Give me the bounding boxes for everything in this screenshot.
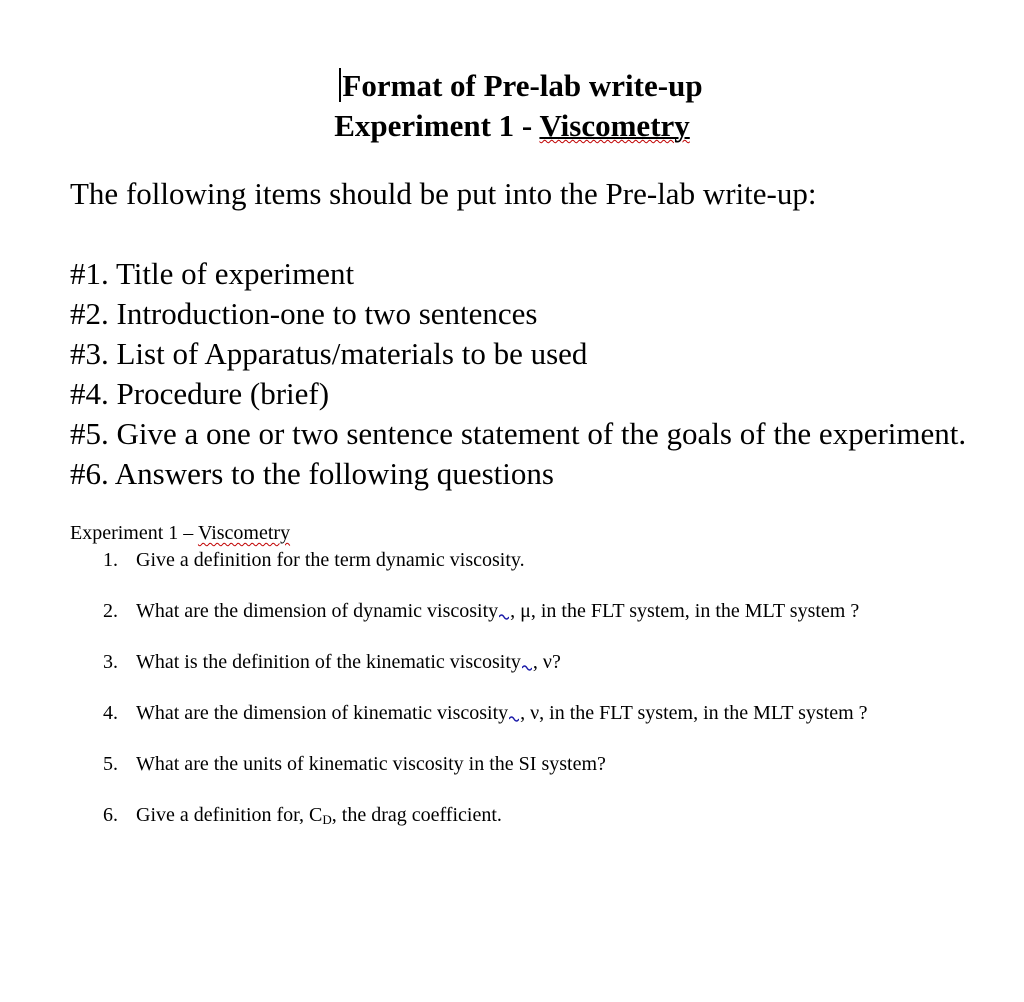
question-number: 4.: [103, 702, 118, 724]
question-text-cont: , the drag coefficient.: [331, 804, 502, 826]
document-title[interactable]: Format of Pre-lab write-up: [0, 66, 1024, 106]
document-subtitle[interactable]: Experiment 1 - Viscometry: [334, 108, 690, 143]
intro-paragraph[interactable]: The following items should be put into the Pre-lab write-up:: [70, 176, 817, 211]
subtitle-word: [539, 108, 689, 143]
question-text-cont: , ν?: [532, 651, 561, 673]
list-item[interactable]: #1. Title of experiment: [70, 256, 355, 291]
question-number: 5.: [103, 753, 118, 775]
question-item[interactable]: [103, 700, 868, 751]
list-item[interactable]: #5. Give a one or two sentence statement of the goals of the experiment.: [70, 416, 967, 451]
question-number: 2.: [103, 600, 118, 622]
question-number: 3.: [103, 651, 118, 673]
list-item[interactable]: #3. List of Apparatus/materials to be used: [70, 336, 588, 371]
list-item[interactable]: #6. Answers to the following questions: [70, 456, 554, 491]
questions-list: [103, 547, 868, 853]
question-text-cont: , μ, in the FLT system, in the MLT system ?: [510, 600, 860, 622]
question-text: Give a definition for, C: [136, 804, 323, 826]
question-item[interactable]: [103, 649, 868, 700]
subscript: D: [322, 812, 332, 827]
list-item[interactable]: #4. Procedure (brief): [70, 376, 330, 411]
grammar-mark-icon[interactable]: [522, 664, 532, 672]
question-number: 6.: [103, 804, 118, 826]
question-text: What are the dimension of kinematic viscosity: [136, 702, 509, 724]
grammar-mark-icon[interactable]: [499, 613, 509, 621]
question-item[interactable]: [103, 751, 868, 802]
question-text: Give a definition for the term dynamic viscosity.: [136, 549, 525, 571]
grammar-mark-icon[interactable]: [509, 715, 519, 723]
questions-heading[interactable]: Experiment 1 – Viscometry: [70, 522, 291, 544]
spellcheck-flag[interactable]: Viscometry: [197, 522, 291, 544]
question-text-cont: , ν, in the FLT system, in the MLT system ?: [520, 702, 868, 724]
question-item[interactable]: [103, 598, 868, 649]
question-text: What is the definition of the kinematic viscosity: [136, 651, 521, 673]
list-item[interactable]: #2. Introduction-one to two sentences: [70, 296, 538, 331]
question-text: What are the dimension of dynamic viscosity: [136, 600, 499, 622]
question-item[interactable]: [103, 802, 868, 853]
document-title-block: [0, 66, 1024, 146]
question-item[interactable]: [103, 547, 868, 598]
prelab-items-list: [70, 254, 966, 494]
question-text: What are the units of kinematic viscosity in the SI system?: [136, 753, 606, 775]
spellcheck-flag[interactable]: Viscometry: [539, 108, 690, 143]
question-number: 1.: [103, 549, 118, 571]
